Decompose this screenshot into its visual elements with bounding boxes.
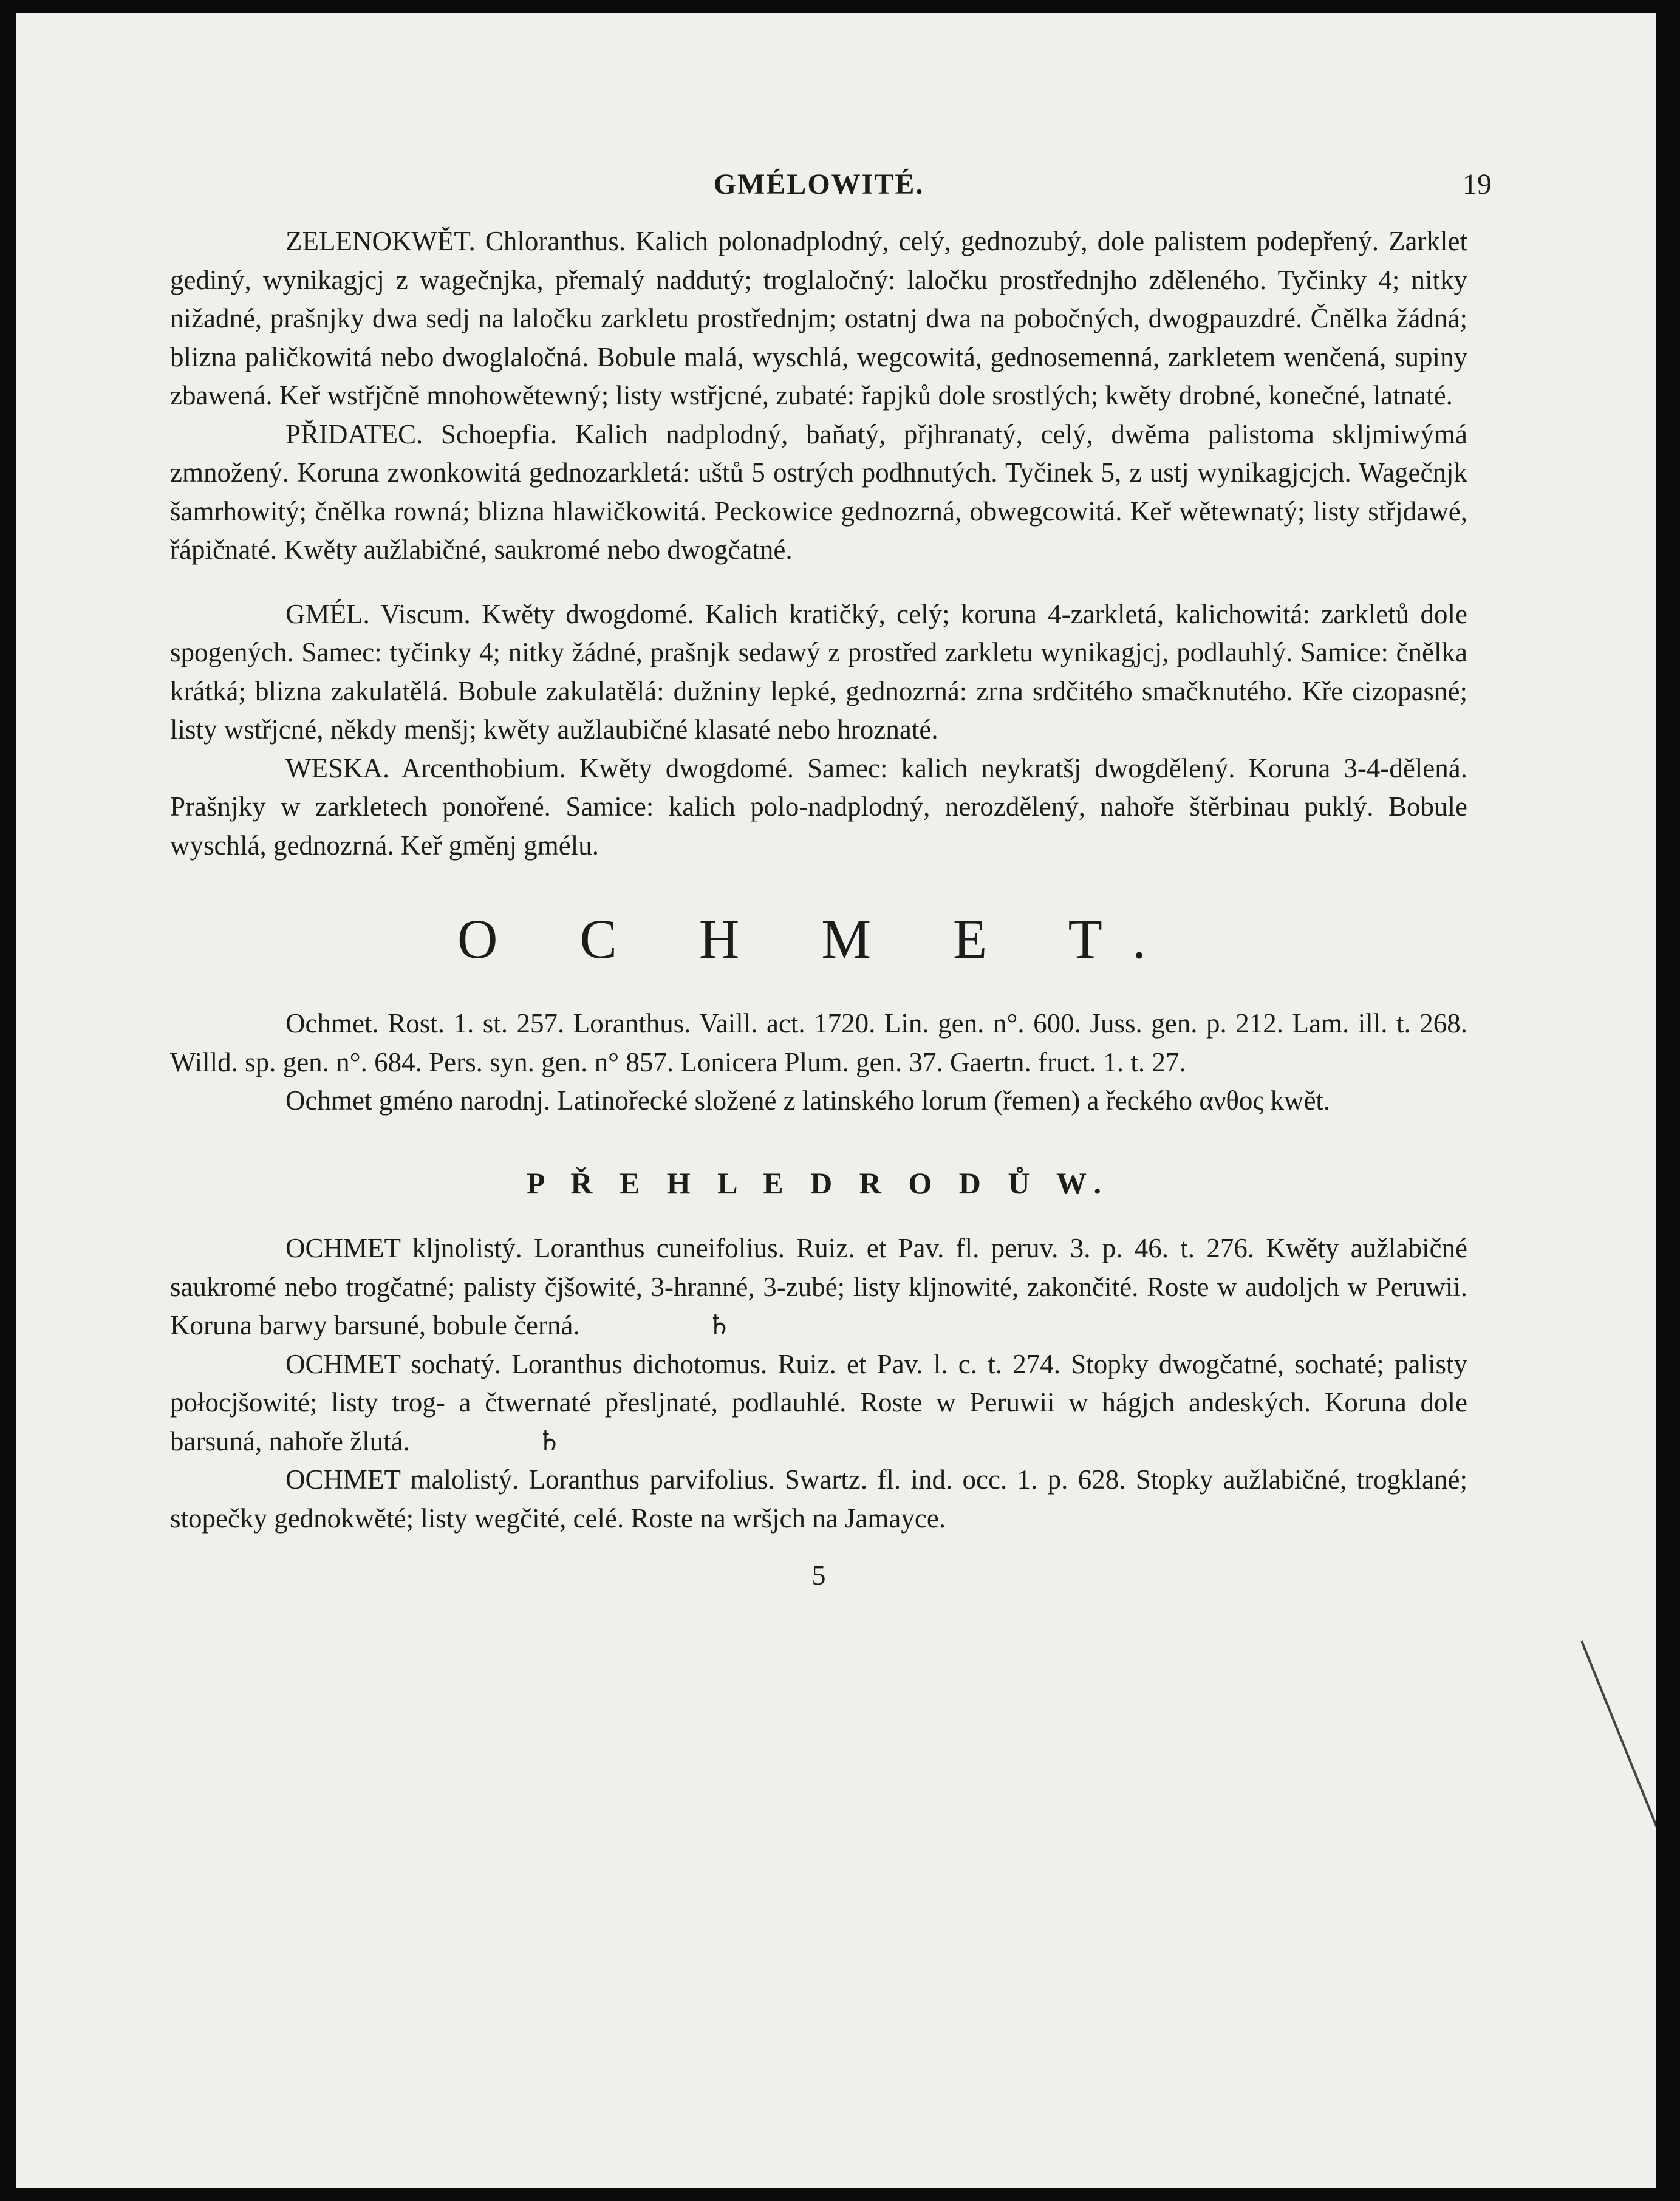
species-text: OCHMET sochatý. Loranthus dichotomus. Ruiz. et Pav. l. c. t. 274. Stopky dwogčatné, sochaté; palisty połocjšowité; listy trog- a čtwernaté přeslјnaté, podlauhlé. Roste w Peruwii w hágjch andeských. Koruna dole barsuná, nahoře žlutá. — [170, 1348, 1467, 1456]
genus-title: O C H M E T. — [457, 908, 1180, 970]
genus-entry-zelenokwet: ZELENOKWĚT. Chloranthus. Kalich polonadplodný, celý, gednozubý, dole palistem podepřený. Zarklet gediný, wynikagjcj z wagečnjka, přemalý naddutý; troglaločný: laločku prostřednjho zděleného. Tyčinky 4; nitky nižadné, prašnjky dwa sedj na laločku zarkletu prostřednjm; ostatnj dwa na pobočných, dwogpauzdré. Čnělka žádná; blizna paličkowitá nebo dwoglaločná. Bobule malá, wyschlá, wegcowitá, gednosemenná, zarkletem wenčená, supiny zbawená. Keř wstřjčně mnohowětewný; listy wstřjcné, zubaté: řapjků dole srostlých; kwěty drobné, konečné, latnaté. — [170, 226, 1467, 411]
species-entry — [170, 1229, 1467, 1345]
species-entry — [170, 1345, 1467, 1461]
species-entry — [170, 1461, 1467, 1538]
genus-entry-pridatec: PŘIDATEC. Schoepfia. Kalich nadplodný, baňatý, přjhranatý, celý, dwěma palistoma skljmiwýmá zmnožený. Koruna zwonkowitá gednozarkletá: uštů 5 ostrých podhnutých. Tyčinek 5, z ustj wynikagjcjch. Wagečnjk šamrhowitý; čnělka rowná; blizna hlawičkowitá. Peckowice gednozrná, obwegcowitá. Keř wětewnatý; listy střjdawé, řápičnaté. Kwěty aužlabičné, saukromé nebo dwogčatné. — [170, 418, 1467, 565]
page-text-block — [170, 165, 1492, 1595]
page-edge-line — [1580, 1640, 1656, 1934]
shrub-symbol: ♄ — [707, 1310, 732, 1340]
species-text: OCHMET malolistý. Loranthus parvifolius. Swartz. fl. ind. occ. 1. p. 628. Stopky aužlabičné, trogklané; stopečky gednokwěté; listy wegčité, celé. Roste na wršjch na Jamayce. — [170, 1464, 1467, 1534]
page-number: 19 — [1463, 168, 1492, 200]
signature-mark: 5 — [811, 1560, 826, 1591]
shrub-symbol: ♄ — [537, 1425, 562, 1456]
synonymy-paragraph: Ochmet. Rost. 1. st. 257. Loranthus. Vaill. act. 1720. Lin. gen. n°. 600. Juss. gen. p. 212. Lam. ill. t. 268. Willd. sp. gen. n°. 684. Pers. syn. gen. n° 857. Lonicera Plum. gen. 37. Gaertn. fruct. 1. t. 27. — [170, 1008, 1467, 1077]
etymology-paragraph: Ochmet gméno narodnj. Latinořecké složené z latinského lorum (řemen) a řeckého ανθος kwět. — [285, 1085, 1331, 1116]
genus-entry-weska: WESKA. Arcenthobium. Kwěty dwogdomé. Samec: kalich neykratšj dwogdělený. Koruna 3-4-dělená. Prašnjky w zarkletech ponořené. Samice: kalich polo-nadplodný, nerozdělený, nahoře štěrbinau puklý. Bobule wyschlá, gednozrná. Keř gměnj gmélu. — [170, 752, 1467, 861]
page-header — [170, 165, 1492, 220]
running-head: GMÉLOWITÉ. — [713, 168, 924, 200]
book-page — [16, 13, 1656, 2188]
genus-entry-gmel: GMÉL. Viscum. Kwěty dwogdomé. Kalich kratičký, celý; koruna 4-zarkletá, kalichowitá: zarkletů dole spogených. Samec: tyčinky 4; nitky žádné, prašnjk sedawý z prostřed zarkletu wynikagjcj, podlauhlý. Samice: čnělka krátká; blizna zakulatělá. Bobule zakulatělá: dužniny lepké, gednozrná: zrna srdčitého smačknutého. Křе cizopasné; listy wstřjcné, někdy menšj; kwěty aužlaubičné klasaté nebo hroznaté. — [170, 598, 1467, 745]
species-text: OCHMET kljnolistý. Loranthus cuneifolius. Ruiz. et Pav. fl. peruv. 3. p. 46. t. 276. Kwěty aužlabičné saukromé nebo trogčatné; palisty čjšowité, 3-hranné, 3-zubé; listy kljnowité, zakončité. Roste w audoljch w Peruwii. Koruna barwy barsuné, bobule černá. — [170, 1233, 1467, 1340]
section-title: P Ř E H L E D R O D Ů W. — [527, 1165, 1111, 1200]
